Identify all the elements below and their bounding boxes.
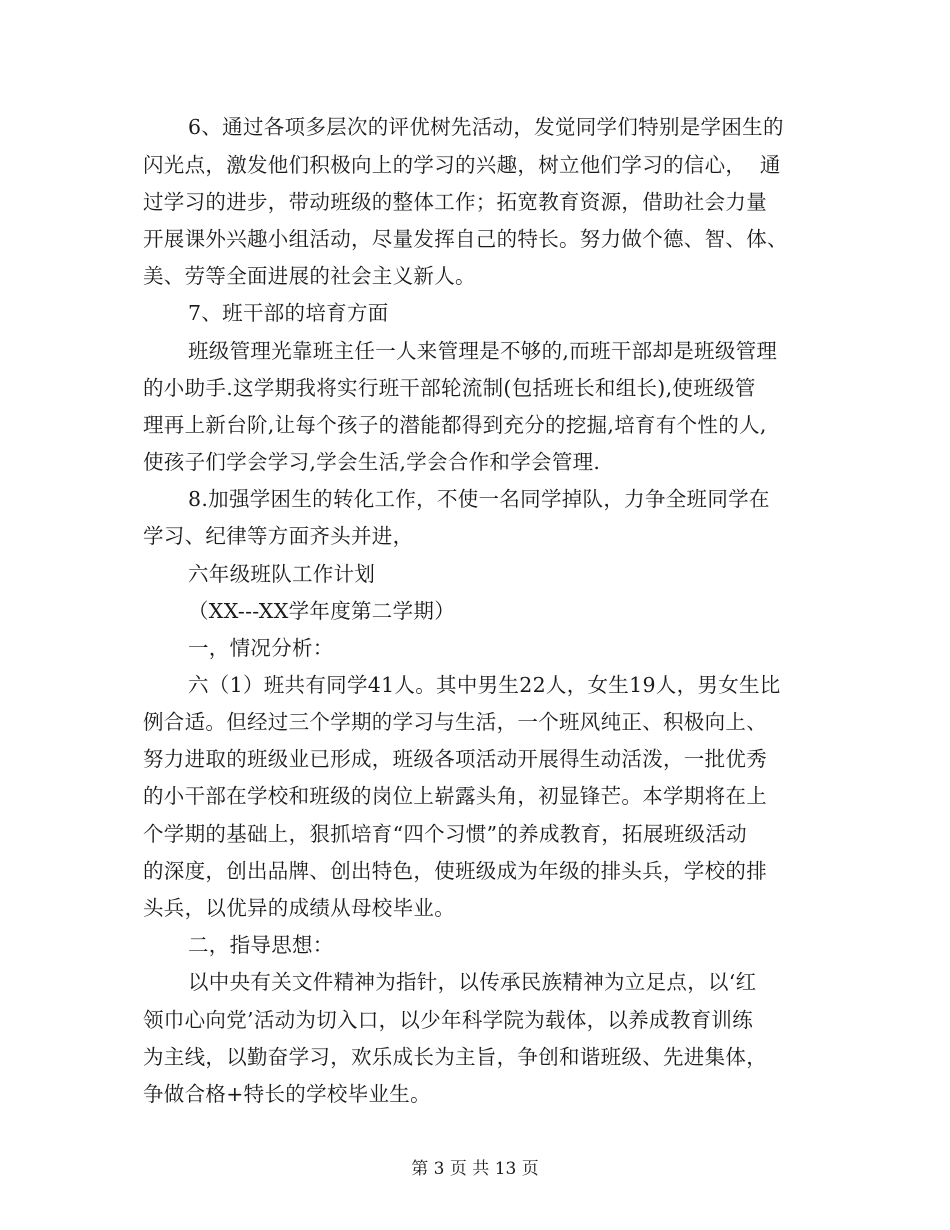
document-title: 六年级班队工作计划 <box>188 562 376 586</box>
paragraph-line: 领巾心向党’活动为切入口，以少年科学院为载体，以养成教育训练 <box>143 1008 754 1032</box>
paragraph-line: 理再上新台阶,让每个孩子的潜能都得到充分的挖掘,培育有个性的人, <box>143 413 767 437</box>
page-number-footer: 第 3 页 共 13 页 <box>411 1159 539 1179</box>
paragraph-line: 的小干部在学校和班级的岗位上崭露头角，初显锋芒。本学期将在上 <box>143 784 767 808</box>
paragraph-line: 学习、纪律等方面齐头并进， <box>143 524 414 548</box>
paragraph-line: 努力进取的班级业已形成，班级各项活动开展得生动活泼，一批优秀 <box>143 747 767 771</box>
paragraph-line: 闪光点，激发他们积极向上的学习的兴趣，树立他们学习的信心， 通 <box>143 153 781 177</box>
paragraph-line: 为主线，以勤奋学习，欢乐成长为主旨，争创和谐班级、先进集体， <box>143 1045 767 1069</box>
section-heading: 一，情况分析： <box>188 636 334 660</box>
paragraph-line: 美、劳等全面进展的社会主义新人。 <box>143 264 476 288</box>
paragraph-line: 个学期的基础上，狠抓培育“四个习惯”的养成教育，拓展班级活动 <box>143 822 747 846</box>
paragraph-line: 例合适。但经过三个学期的学习与生活，一个班风纯正、积极向上、 <box>143 710 767 734</box>
paragraph-line: 以中央有关文件精神为指针，以传承民族精神为立足点，以‘红 <box>188 970 757 994</box>
paragraph-line: 班级管理光靠班主任一人来管理是不够的,而班干部却是班级管理 <box>188 339 778 363</box>
paragraph-line: 头兵，以优异的成绩从母校毕业。 <box>143 896 455 920</box>
paragraph-line: 开展课外兴趣小组活动，尽量发挥自己的特长。努力做个德、智、体、 <box>143 227 788 251</box>
paragraph-line: 争做合格+特长的学校毕业生。 <box>143 1082 431 1106</box>
section-heading: 二，指导思想： <box>188 933 334 957</box>
paragraph-line: 的深度，创出品牌、创出特色，使班级成为年级的排头兵，学校的排 <box>143 859 767 883</box>
paragraph-line: 的小助手.这学期我将实行班干部轮流制(包括班长和组长),使班级管 <box>143 376 756 400</box>
section-heading: 7、班干部的培育方面 <box>188 301 389 325</box>
paragraph-line: 过学习的进步，带动班级的整体工作；拓宽教育资源，借助社会力量 <box>143 190 767 214</box>
paragraph-line: 使孩子们学会学习,学会生活,学会合作和学会管理. <box>143 450 601 474</box>
paragraph-line: 六（1）班共有同学41人。其中男生22人，女生19人，男女生比 <box>188 673 781 697</box>
paragraph-line: 8.加强学困生的转化工作，不使一名同学掉队，力争全班同学在 <box>188 487 770 511</box>
document-subtitle: （XX---XX学年度第二学期） <box>188 599 455 623</box>
paragraph-line: 6、通过各项多层次的评优树先活动，发觉同学们特别是学困生的 <box>188 115 784 139</box>
